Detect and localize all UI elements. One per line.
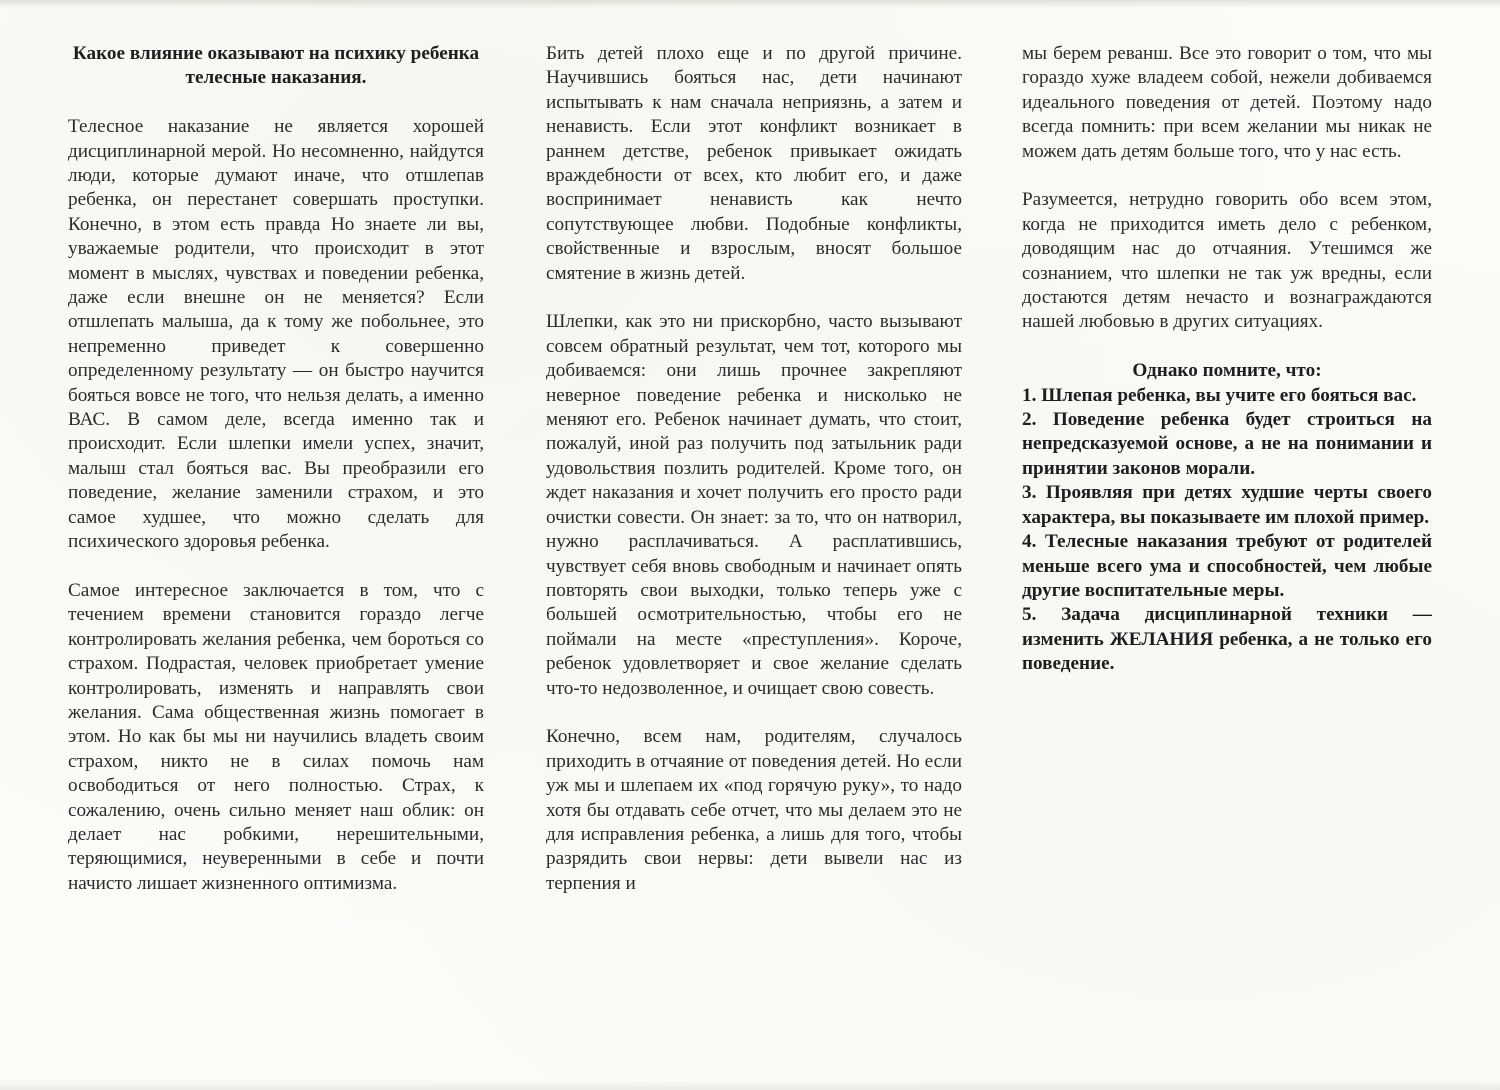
remember-heading: Однако помните, что:: [1132, 360, 1322, 382]
column-1: [68, 42, 484, 921]
paragraph-4: Шлепки, как это ни прискорбно, часто вызывают совсем обратный результат, чем тот, которого мы добиваемся: они лишь прочнее закрепляют неверное поведение ребенка и нисколько не меняют его. Ребенок начинает думать, что стоит, пожалуй, иной раз получить под затыльник ради удовольствия позлить родителей. Кроме того, он ждет наказания и хочет получить его просто ради очистки совести. Он знает: за то, что он натворил, нужно расплачиваться. А расплатившись, чувствует себя вновь свободным и начинает опять повторять свои выходки, только теперь уже с большей осмотрительностью, чтобы его не поймали на месте «преступления». Короче, ребенок удовлетворяет и свое желание сделать что-то недозволенное, и очищает свою совесть.: [546, 311, 962, 699]
scan-bottom-edge: [0, 1080, 1500, 1090]
paragraph-2: Самое интересное заключается в том, что с течением времени становится гораздо легче контролировать желания ребенка, чем бороться со страхом. Подрастая, человек приобретает умение контролировать, изменять и направлять свои желания. Сама общественная жизнь помогает в этом. Но как бы мы ни научились владеть своим страхом, никто не в силах помочь нам освободиться от него полностью. Страх, к сожалению, очень сильно меняет наш облик: он делает нас робкими, нерешительными, теряющимися, неуверенными в себе и почти начисто лишает жизненного оптимизма.: [68, 579, 484, 894]
paragraph-6: мы берем реванш. Все это говорит о том, что мы гораздо хуже владеем собой, нежели добиваемся идеального поведения от детей. Поэтому надо всегда помнить: при всем желании мы никак не можем дать детям больше того, что у нас есть.: [1022, 43, 1432, 162]
scan-top-edge: [0, 0, 1500, 8]
remember-item-4: 4. Телесные наказания требуют от родителей меньше всего ума и способностей, чем любые другие воспитательные меры.: [1022, 531, 1432, 601]
paragraph-5: Конечно, всем нам, родителям, случалось приходить в отчаяние от поведения детей. Но если уж мы и шлепаем их «под горячую руку», то надо хотя бы отдавать себе отчет, что мы делаем это не для исправления ребенка, а лишь для того, чтобы разрядить свои нервы: дети вывели нас из терпения и: [546, 726, 962, 894]
article-title: Какое влияние оказывают на психику ребенка телесные наказания.: [72, 43, 480, 89]
remember-list: [1022, 384, 1432, 677]
remember-item-2: 2. Поведение ребенка будет строиться на непредсказуемой основе, а не на понимании и принятии законов морали.: [1022, 409, 1432, 479]
paragraph-7: Разумеется, нетрудно говорить обо всем этом, когда не приходится иметь дело с ребенком, доводящим нас до отчаяния. Утешимся же сознанием, что шлепки не так уж вредны, если достаются детям нечасто и вознаграждаются нашей любовью в других ситуациях.: [1022, 189, 1432, 333]
remember-item-5: 5. Задача дисциплинарной техники — изменить ЖЕЛАНИЯ ребенка, а не только его поведение.: [1022, 604, 1432, 675]
remember-item-3: 3. Проявляя при детях худшие черты своего характера, вы показываете им плохой пример.: [1022, 482, 1432, 528]
remember-block: [1022, 359, 1432, 676]
paragraph-3: Бить детей плохо еще и по другой причине. Научившись бояться нас, дети начинают испытывать к нам сначала неприязнь, а затем и ненависть. Если этот конфликт возникает в раннем детстве, ребенок привыкает ожидать враждебности от всех, кто любит его, и даже воспринимает ненависть как нечто сопутствующее любви. Подобные конфликты, свойственные и взрослым, вносят большое смятение в жизнь детей.: [546, 43, 962, 284]
column-2: [546, 42, 962, 921]
paragraph-1: Телесное наказание не является хорошей дисциплинарной мерой. Но несомненно, найдутся люди, которые думают иначе, что отшлепав ребенка, он перестанет совершать проступки. Конечно, в этом есть правда Но знаете ли вы, уважаемые родители, что происходит в этот момент в мыслях, чувствах и поведении ребенка, даже если внешне он не меняется? Если отшлепать малыша, да к тому же побольнее, это непременно приведет к совершенно определенному результату — он быстро научится бояться вовсе не того, что нельзя делать, а именно ВАС. В самом деле, всегда именно так и происходит. Если шлепки имели успех, значит, малыш стал бояться вас. Вы преобразили его поведение, желание заменили страхом, и это самое худшее, что можно сделать для психического здоровья ребенка.: [68, 116, 484, 553]
column-3: [1022, 42, 1432, 677]
remember-item-1: 1. Шлепая ребенка, вы учите его бояться вас.: [1022, 384, 1417, 406]
